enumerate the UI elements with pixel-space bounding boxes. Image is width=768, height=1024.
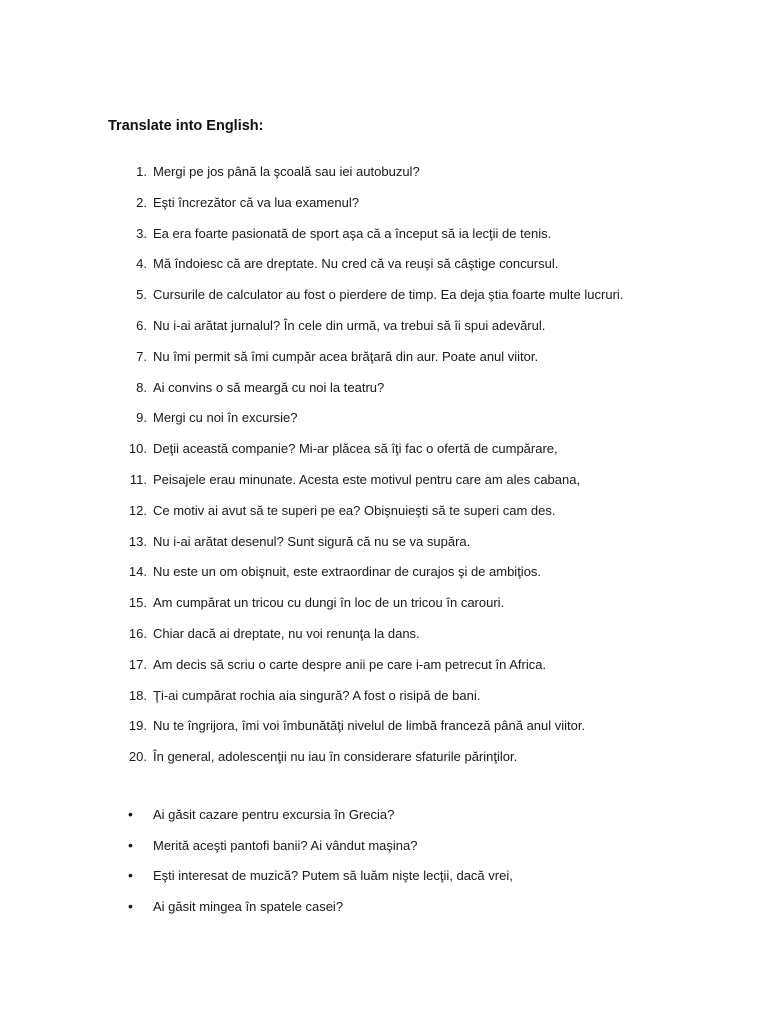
item-number: 11.: [129, 471, 147, 487]
list-item: [0, 563, 768, 594]
item-number: 17.: [128, 656, 147, 672]
item-text: Nu i-ai arătat jurnalul? În cele din urmă, va trebui să îi spui adevărul.: [153, 317, 546, 333]
list-item: [0, 898, 768, 929]
list-item: [0, 163, 768, 194]
list-item: [0, 317, 768, 348]
item-number: 14.: [128, 564, 147, 580]
list-item: [0, 625, 768, 656]
item-number: 1.: [136, 164, 147, 179]
item-text: Merită aceşti pantofi banii? Ai vândut maşina?: [153, 837, 418, 853]
list-item: [0, 471, 768, 502]
list-item: [0, 194, 768, 225]
item-text: În general, adolescenţii nu iau în considerare sfaturile părinţilor.: [153, 749, 518, 765]
list-item: [0, 502, 768, 533]
bullet-icon: •: [128, 836, 133, 853]
list-item: [0, 837, 768, 868]
item-text: Nu îmi permit să îmi cumpăr acea brăţară din aur. Poate anul viitor.: [153, 348, 539, 364]
bullet-icon: •: [128, 897, 133, 914]
item-text: Ai găsit mingea în spatele casei?: [153, 898, 344, 914]
item-text: Am decis să scriu o carte despre anii pe care i-am petrecut în Africa.: [153, 656, 547, 672]
item-number: 19.: [128, 718, 147, 734]
list-item: [0, 379, 768, 410]
list-item: [0, 806, 768, 837]
bullet-list: [0, 806, 768, 928]
item-text: Ea era foarte pasionată de sport aşa că a început să ia lecţii de tenis.: [153, 225, 552, 241]
list-item: [0, 225, 768, 256]
item-text: Cursurile de calculator au fost o pierdere de timp. Ea deja ştia foarte multe lucruri.: [153, 287, 624, 303]
item-number: 3.: [136, 225, 147, 241]
item-text: Nu i-ai arătat desenul? Sunt sigură că nu se va supăra.: [153, 533, 471, 549]
item-number: 4.: [136, 256, 147, 272]
list-item: [0, 348, 768, 379]
item-number: 5.: [136, 287, 147, 303]
list-item: [0, 409, 768, 440]
list-item: [0, 717, 768, 748]
item-text: Nu este un om obişnuit, este extraordinar de curajos şi de ambiţios.: [153, 564, 542, 580]
item-number: 16.: [128, 625, 147, 641]
item-text: Eşti încrezător că va lua examenul?: [153, 194, 359, 210]
item-text: Ai convins o să meargă cu noi la teatru?: [153, 379, 385, 395]
item-number: 6.: [136, 317, 147, 333]
list-item: [0, 255, 768, 286]
numbered-list: [0, 163, 768, 779]
item-number: 13.: [128, 533, 147, 549]
item-number: 7.: [136, 348, 147, 364]
item-number: 12.: [128, 502, 147, 518]
item-number: 9.: [136, 410, 147, 426]
list-item: [0, 687, 768, 718]
item-number: 8.: [136, 379, 147, 395]
list-item: [0, 748, 768, 779]
item-text: Mă îndoiesc că are dreptate. Nu cred că va reuşi să câştige concursul.: [153, 256, 559, 272]
item-text: Chiar dacă ai dreptate, nu voi renunţa la dans.: [153, 625, 420, 641]
list-item: [0, 440, 768, 471]
document-heading: Translate into English:: [108, 118, 264, 134]
item-text: Nu te îngrijora, îmi voi îmbunătăţi nivelul de limbă franceză până anul viitor.: [153, 718, 586, 734]
item-number: 10.: [128, 441, 147, 457]
item-text: Ai găsit cazare pentru excursia în Grecia?: [153, 807, 395, 822]
item-text: Eşti interesat de muzică? Putem să luăm nişte lecţii, dacă vrei,: [153, 868, 513, 883]
item-number: 2.: [136, 194, 147, 210]
bullet-icon: •: [128, 867, 133, 883]
list-item: [0, 656, 768, 687]
item-text: Am cumpărat un tricou cu dungi în loc de un tricou în carouri.: [153, 595, 505, 611]
item-text: Peisajele erau minunate. Acesta este motivul pentru care am ales cabana,: [153, 471, 581, 487]
list-item: [0, 867, 768, 898]
list-item: [0, 286, 768, 317]
list-item: [0, 594, 768, 625]
list-item: [0, 533, 768, 564]
item-number: 20.: [128, 749, 147, 765]
item-text: Deţii această companie? Mi-ar plăcea să îţi fac o ofertă de cumpărare,: [153, 441, 558, 457]
item-number: 18.: [128, 687, 147, 703]
item-number: 15.: [128, 595, 147, 611]
item-text: Ce motiv ai avut să te superi pe ea? Obişnuieşti să te superi cam des.: [153, 502, 556, 518]
item-text: Ţi-ai cumpărat rochia aia singură? A fost o risipă de bani.: [153, 687, 481, 703]
bullet-icon: •: [128, 806, 133, 822]
item-text: Mergi pe jos până la şcoală sau iei autobuzul?: [153, 164, 420, 179]
item-text: Mergi cu noi în excursie?: [153, 410, 298, 426]
